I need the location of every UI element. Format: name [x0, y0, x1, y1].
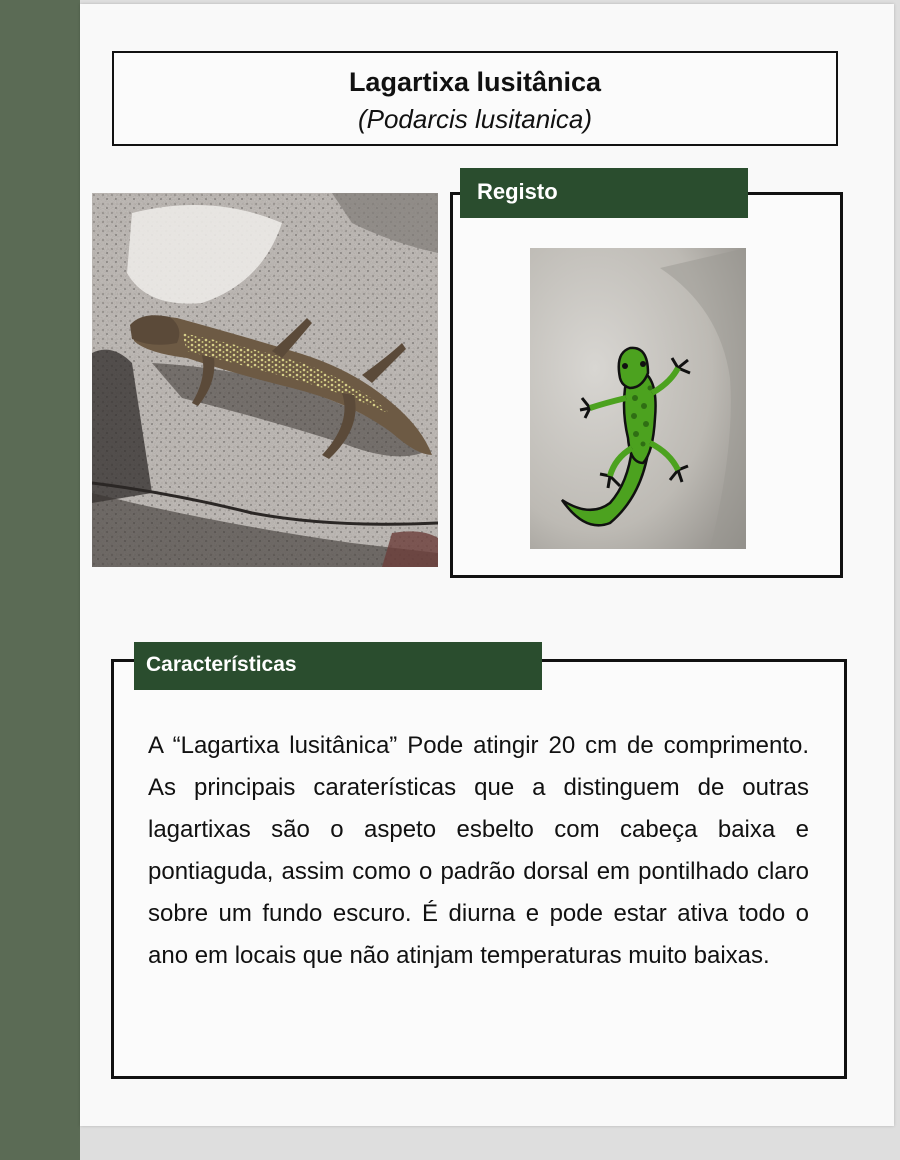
caracteristicas-header: Características	[134, 642, 542, 690]
title-box	[112, 51, 838, 146]
caracteristicas-text: A “Lagartixa lusitânica” Pode atingir 20 cm de comprimento. As principais caraterísticas que a distinguem de outras lagartixas são o aspeto esbelto com cabeça baixa e pontiaguda, assim como o padrão dorsal em pontilhado claro sobre um fundo escuro. É diurna e pode estar ativa todo o ano em locais que não atinjam temperaturas muito baixas.	[148, 732, 809, 969]
document-page	[80, 4, 894, 1126]
common-name-title: Lagartixa lusitânica	[348, 67, 602, 97]
lizard-drawing	[530, 248, 746, 549]
lizard-photo	[92, 193, 438, 567]
registo-header: Registo	[460, 168, 748, 218]
left-sidebar	[0, 0, 80, 1160]
scientific-name-title: (Podarcis lusitanica)	[357, 104, 593, 134]
